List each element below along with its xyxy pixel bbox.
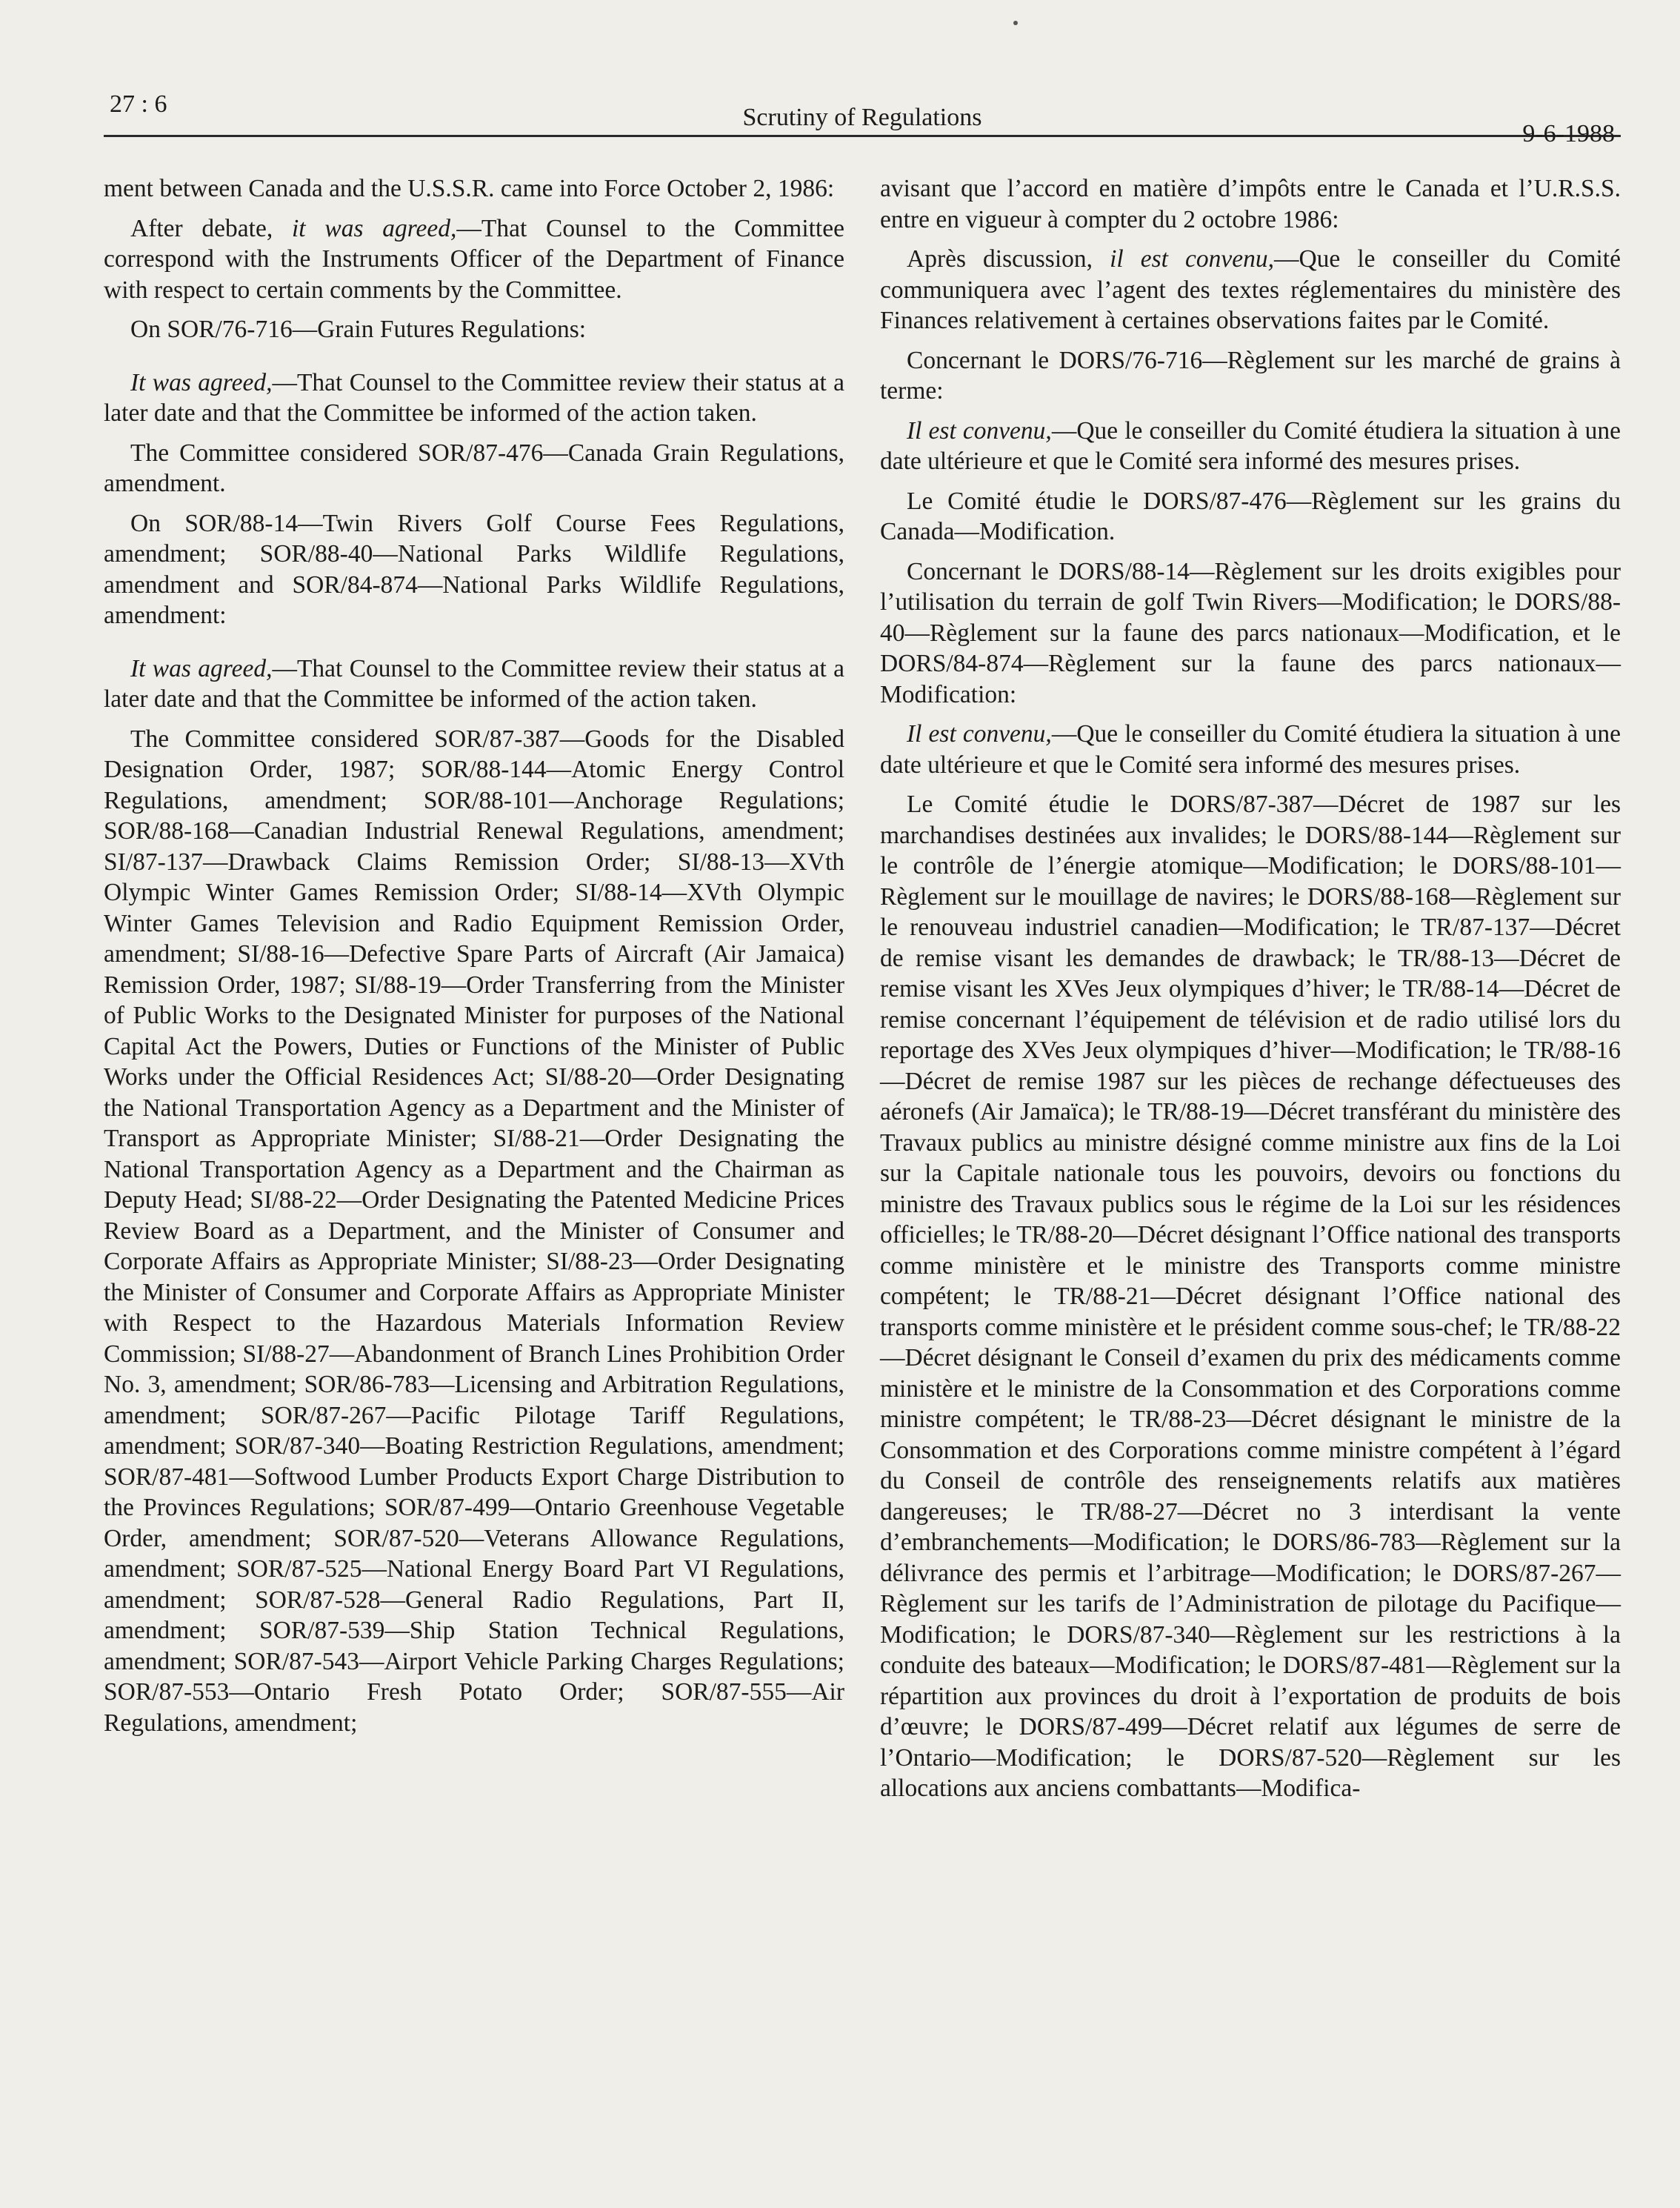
page-date: 9-6-1988 [1522, 120, 1615, 147]
paragraph: Après discussion, il est convenu,—Que le conseiller du Comité communiquera avec l’agent des textes réglementaires du ministère des Finances relativement à certaines observations faites par le Comité. [880, 245, 1621, 334]
paragraph: Le Comité étudie le DORS/87-476—Règlement sur les grains du Canada—Modification. [880, 487, 1621, 545]
paragraph: After debate, it was agreed,—That Counsel to the Committee correspond with the Instruments Officer of the Department of Finance with respect to certain comments by the Committee. [104, 214, 844, 304]
english-column [104, 173, 844, 1747]
paragraph: Il est convenu,—Que le conseiller du Comité étudiera la situation à une date ultérieure et que le Comité sera informé des mesures prises. [880, 416, 1621, 475]
paragraph: Le Comité étudie le DORS/87-387—Décret de 1987 sur les marchandises destinées aux invalides; le DORS/88-144—Règlement sur le contrôle de l’énergie atomique—Modification; le DORS/88-101—Règlement sur le mouillage de navires; le DORS/88-168—Règlement sur le renouveau industriel canadien—Modification; le TR/87-137—Décret de remise visant les demandes de drawback; le TR/88-13—Décret de remise visant les XVes Jeux olympiques d’hiver; le TR/88-14—Décret de remise concernant l’équipement de télévision et de radio utilisé lors du reportage des XVes Jeux olympiques d’hiver—Modification; le TR/88-16—Décret de remise 1987 sur les pièces de rechange défectueuses des aéronefs (Air Jamaïca); le TR/88-19—Décret transférant du ministère des Travaux publics au ministre désigné comme ministre aux fins de la Loi sur la Capitale nationale tous les pouvoirs, devoirs ou fonctions du ministre des Travaux publics sous le régime de la Loi sur les résidences officielles; le TR/88-20—Décret désignant l’Office national des transports comme ministère et le ministre des Transports comme ministre compétent; le TR/88-21—Décret désignant l’Office national des transports comme ministère et le président comme sous-chef; le TR/88-22—Décret désignant le Conseil d’examen du prix des médicaments comme ministère et le ministre de la Consommation et des Corporations comme ministre compétent; le TR/88-23—Décret désignant le ministre de la Consommation et des Corporations comme ministre compétent à l’égard du Conseil de contrôle des renseignements relatifs aux matières dangereuses; le TR/88-27—Décret no 3 interdisant la vente d’embranchements—Modification; le DORS/86-783—Règlement sur la délivrance des permis et l’arbitrage—Modification; le DORS/87-267—Règlement sur les tarifs de l’Administration de pilotage du Pacifique—Modification; le DORS/87-340—Règlement sur les restrictions à la conduite des bateaux—Modification; le DORS/87-481—Règlement sur la répartition aux provinces du droit à l’exportation de produits de bois d’œuvre; le DORS/87-499—Décret relatif aux légumes de serre de l’Ontario—Modification; le DORS/87-520—Règlement sur les allocations aux anciens combattants—Modifica- [880, 791, 1621, 1802]
paragraph: On SOR/88-14—Twin Rivers Golf Course Fees Regulations, amendment; SOR/88-40—National Parks Wildlife Regulations, amendment and SOR/84-874—National Parks Wildlife Regulations, amendment: [104, 509, 844, 629]
paragraph: ment between Canada and the U.S.S.R. came into Force October 2, 1986: [104, 175, 835, 202]
page-header [104, 82, 1621, 147]
paragraph: Concernant le DORS/76-716—Règlement sur les marché de grains à terme: [880, 346, 1621, 405]
print-speck [1013, 21, 1018, 25]
paragraph: It was agreed,—That Counsel to the Committee review their status at a later date and that the Committee be informed of the action taken. [104, 654, 844, 713]
paragraph: Concernant le DORS/88-14—Règlement sur les droits exigibles pour l’utilisation du terrain de golf Twin Rivers—Modification; le DORS/88-40—Règlement sur la faune des parcs nationaux—Modification, et le DORS/84-874—Règlement sur la faune des parcs nationaux—Modification: [880, 557, 1621, 708]
paragraph: It was agreed,—That Counsel to the Committee review their status at a later date and that the Committee be informed of the action taken. [104, 368, 844, 427]
paragraph: The Committee considered SOR/87-387—Goods for the Disabled Designation Order, 1987; SOR/88-144—Atomic Energy Control Regulations, amendment; SOR/88-101—Anchorage Regulations; SOR/88-168—Canadian Industrial Renewal Regulations, amendment; SI/87-137—Drawback Claims Remission Order; SI/88-13—XVth Olympic Winter Games Remission Order; SI/88-14—XVth Olympic Winter Games Television and Radio Equipment Remission Order, amendment; SI/88-16—Defective Spare Parts of Aircraft (Air Jamaica) Remission Order, 1987; SI/88-19—Order Transferring from the Minister of Public Works to the Designated Minister for purposes of the National Capital Act the Powers, Duties or Functions of the Minister of Public Works under the Official Residences Act; SI/88-20—Order Designating the National Transportation Agency as a Department and the Minister of Transport as Appropriate Minister; SI/88-21—Order Designating the National Transportation Agency as a Department and the Chairman as Deputy Head; SI/88-22—Order Designating the Patented Medicine Prices Review Board as a Department, and the Minister of Consumer and Corporate Affairs as Appropriate Minister; SI/88-23—Order Designating the Minister of Consumer and Corporate Affairs as Appropriate Minister with Respect to the Hazardous Materials Information Review Commission; SI/88-27—Abandonment of Branch Lines Prohibition Order No. 3, amendment; SOR/86-783—Licensing and Arbitration Regulations, amendment; SOR/87-267—Pacific Pilotage Tariff Regulations, amendment; SOR/87-340—Boating Restriction Regulations, amendment; SOR/87-481—Softwood Lumber Products Export Charge Distribution to the Provinces Regulations; SOR/87-499—Ontario Greenhouse Vegetable Order, amendment; SOR/87-520—Veterans Allowance Regulations, amendment; SOR/87-525—National Energy Board Part VI Regulations, amendment; SOR/87-528—General Radio Regulations, Part II, amendment; SOR/87-539—Ship Station Technical Regulations, amendment; SOR/87-543—Airport Vehicle Parking Charges Regulations; SOR/87-553—Ontario Fresh Potato Order; SOR/87-555—Air Regulations, amendment; [104, 725, 844, 1737]
paragraph: The Committee considered SOR/87-476—Canada Grain Regulations, amendment. [104, 439, 844, 497]
french-column [880, 173, 1621, 1813]
paragraph: Il est convenu,—Que le conseiller du Comité étudiera la situation à une date ultérieure et que le Comité sera informé des mesures prises. [880, 720, 1621, 779]
page-number: 27 : 6 [110, 90, 167, 118]
paragraph: avisant que l’accord en matière d’impôts entre le Canada et l’U.R.S.S. entre en vigueur à compter du 2 octobre 1986: [880, 175, 1621, 233]
paragraph: On SOR/76-716—Grain Futures Regulations: [130, 316, 587, 343]
running-title: Scrutiny of Regulations [742, 104, 982, 131]
